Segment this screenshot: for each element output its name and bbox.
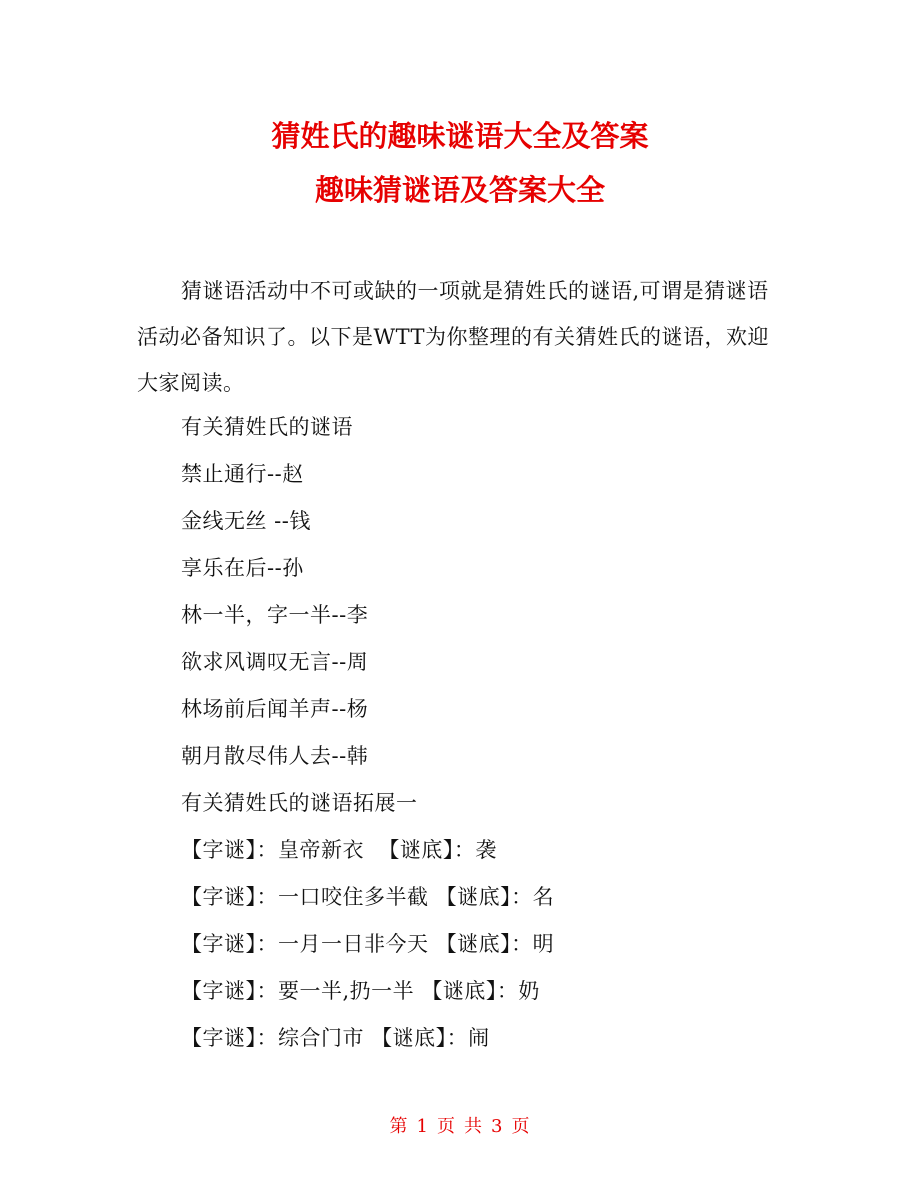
list-item: 有关猜姓氏的谜语 <box>181 415 353 439</box>
document-title-line2: 趣味猜谜语及答案大全 <box>314 173 605 207</box>
list-item: 享乐在后--孙 <box>181 556 304 580</box>
list-item: 林场前后闻羊声--杨 <box>181 697 369 721</box>
intro-paragraph: 猜谜语活动中不可或缺的一项就是猜姓氏的谜语,可谓是猜谜语活动必备知识了。以下是WTT为你整理的有关猜姓氏的谜语，欢迎大家阅读。 <box>137 279 769 395</box>
page-label-mid1: 页 <box>437 1116 456 1137</box>
document-title-line1: 猜姓氏的趣味谜语大全及答案 <box>271 119 649 153</box>
list-item: 朝月散尽伟人去--韩 <box>181 744 369 768</box>
list-item: 【字谜】：一口咬住多半截 【谜底】：名 <box>181 885 555 909</box>
list-item: 欲求风调叹无言--周 <box>181 650 369 674</box>
list-item: 禁止通行--赵 <box>181 462 304 486</box>
page-label-mid2: 共 <box>464 1116 483 1137</box>
page-current: 1 <box>416 1116 429 1137</box>
list-item: 【字谜】：皇帝新衣 【谜底】：袭 <box>181 838 497 862</box>
page-footer <box>0 1112 920 1138</box>
list-item: 【字谜】：综合门市 【谜底】：闹 <box>181 1026 490 1050</box>
page-total: 3 <box>491 1116 504 1137</box>
list-item: 【字谜】：一月一日非今天 【谜底】：明 <box>181 932 555 956</box>
riddle-list <box>181 404 781 1062</box>
list-item: 林一半，字一半--李 <box>181 603 369 627</box>
list-item: 金线无丝 --钱 <box>181 509 311 533</box>
page-label-suffix: 页 <box>511 1116 531 1137</box>
list-item: 有关猜姓氏的谜语拓展一 <box>181 791 418 815</box>
page-label-prefix: 第 <box>389 1116 409 1137</box>
list-item: 【字谜】：要一半,扔一半 【谜底】：奶 <box>181 979 540 1003</box>
